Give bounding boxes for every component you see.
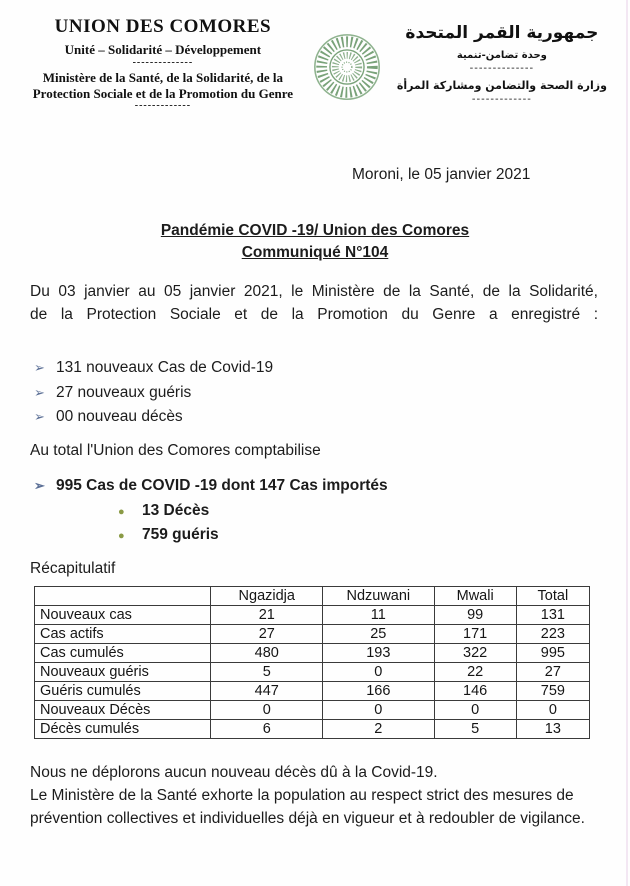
cell-value: 322 bbox=[434, 643, 516, 662]
totals-sub-list bbox=[0, 499, 630, 548]
document-title-line2: Communiqué N°104 bbox=[241, 244, 389, 261]
total-recovered-text: 759 guéris bbox=[142, 526, 219, 543]
row-label: Cas actifs bbox=[35, 624, 211, 643]
letterhead bbox=[0, 0, 630, 111]
cell-value: 166 bbox=[323, 681, 435, 700]
intro-paragraph: Du 03 janvier au 05 janvier 2021, le Ministère de la Santé, de la Solidarité, de la Protection Sociale et de la Promotion du Genre a enregistré : bbox=[30, 283, 598, 323]
cell-value: 99 bbox=[434, 605, 516, 624]
row-label: Nouveaux cas bbox=[35, 605, 211, 624]
cell-value: 193 bbox=[323, 643, 435, 662]
dot-bullet-icon: ● bbox=[118, 505, 125, 518]
no-new-deaths-line: Nous ne déplorons aucun nouveau décès dû à la Covid-19. bbox=[30, 763, 438, 781]
divider-dashes: ------------- bbox=[134, 100, 192, 111]
national-seal-icon bbox=[308, 30, 388, 113]
table-row bbox=[35, 700, 590, 719]
cell-value: 25 bbox=[323, 624, 435, 643]
letterhead-arabic bbox=[388, 20, 616, 104]
row-label: Décès cumulés bbox=[35, 719, 211, 738]
total-cases-text: 995 Cas de COVID -19 dont 147 Cas importés bbox=[56, 476, 388, 494]
total-intro-text: Au total l'Union des Comores comptabilise bbox=[30, 441, 321, 459]
cell-value: 5 bbox=[211, 662, 323, 681]
cell-value: 6 bbox=[211, 719, 323, 738]
arrow-bullet-icon: ➢ bbox=[34, 360, 45, 375]
row-label: Cas cumulés bbox=[35, 643, 211, 662]
cell-value: 0 bbox=[516, 700, 589, 719]
cell-value: 0 bbox=[211, 700, 323, 719]
new-recovered-text: 27 nouveaux guéris bbox=[56, 383, 192, 401]
col-header-total: Total bbox=[516, 586, 589, 605]
cell-value: 21 bbox=[211, 605, 323, 624]
cell-value: 995 bbox=[516, 643, 589, 662]
list-item bbox=[34, 405, 630, 430]
cell-value: 171 bbox=[434, 624, 516, 643]
table-row bbox=[35, 605, 590, 624]
col-header-empty bbox=[35, 586, 211, 605]
list-item bbox=[34, 356, 630, 381]
cell-value: 759 bbox=[516, 681, 589, 700]
recap-table bbox=[34, 586, 590, 739]
table-row bbox=[35, 624, 590, 643]
arrow-bullet-icon: ➢ bbox=[34, 409, 45, 424]
total-cases-line bbox=[34, 474, 630, 498]
ministry-ar: وزارة الصحة والتضامن ومشاركة المرأة bbox=[396, 79, 607, 92]
table-row bbox=[35, 643, 590, 662]
cell-value: 27 bbox=[516, 662, 589, 681]
cell-value: 480 bbox=[211, 643, 323, 662]
col-header-mwali: Mwali bbox=[434, 586, 516, 605]
list-item bbox=[34, 381, 630, 406]
recap-label: Récapitulatif bbox=[30, 559, 116, 577]
table-row bbox=[35, 681, 590, 700]
table-row bbox=[35, 719, 590, 738]
cell-value: 27 bbox=[211, 624, 323, 643]
ministry-fr-line2: Protection Sociale et de la Promotion du Genre bbox=[32, 85, 294, 101]
table-row bbox=[35, 662, 590, 681]
cell-value: 146 bbox=[434, 681, 516, 700]
country-title-ar: جمهورية القمر المتحدة bbox=[405, 23, 599, 43]
cell-value: 5 bbox=[434, 719, 516, 738]
totals-section bbox=[0, 474, 630, 548]
new-stats-list bbox=[0, 356, 630, 430]
arrow-bullet-icon: ➢ bbox=[34, 384, 45, 400]
col-header-ngazidja: Ngazidja bbox=[211, 586, 323, 605]
motto-ar: وحدة تضامن-تنمية bbox=[456, 50, 547, 61]
document-title-line1: Pandémie COVID -19/ Union des Comores bbox=[160, 222, 470, 239]
cell-value: 2 bbox=[323, 719, 435, 738]
letterhead-french bbox=[18, 16, 308, 110]
cell-value: 131 bbox=[516, 605, 589, 624]
cell-value: 13 bbox=[516, 719, 589, 738]
ministry-fr-line1: Ministère de la Santé, de la Solidarité, de la bbox=[42, 70, 283, 85]
divider-dashes: -------------- bbox=[132, 57, 194, 68]
cell-value: 447 bbox=[211, 681, 323, 700]
table-header-row bbox=[35, 586, 590, 605]
cell-value: 0 bbox=[323, 662, 435, 681]
closing-paragraph bbox=[30, 761, 596, 830]
document-title bbox=[0, 220, 630, 264]
country-title-fr: UNION DES COMORES bbox=[54, 16, 272, 37]
arrow-bullet-icon: ➢ bbox=[34, 477, 45, 493]
list-item bbox=[118, 499, 630, 524]
date-line: Moroni, le 05 janvier 2021 bbox=[352, 166, 531, 183]
list-item bbox=[118, 523, 630, 548]
new-cases-text: 131 nouveaux Cas de Covid-19 bbox=[56, 359, 274, 376]
row-label: Nouveaux Décès bbox=[35, 700, 211, 719]
page-edge-line bbox=[626, 0, 628, 886]
cell-value: 0 bbox=[434, 700, 516, 719]
row-label: Guéris cumulés bbox=[35, 681, 211, 700]
dot-bullet-icon: ● bbox=[118, 530, 125, 542]
col-header-ndzuwani: Ndzuwani bbox=[323, 586, 435, 605]
row-label: Nouveaux guéris bbox=[35, 662, 211, 681]
total-deaths-text: 13 Décès bbox=[142, 501, 210, 519]
cell-value: 0 bbox=[323, 700, 435, 719]
ministry-advice-text: Le Ministère de la Santé exhorte la population au respect strict des mesures de prévention collectives et individuelles déjà en vigueur et à redoubler de vigilance. bbox=[30, 786, 585, 827]
motto-fr: Unité – Solidarité – Développement bbox=[64, 42, 262, 57]
cell-value: 22 bbox=[434, 662, 516, 681]
cell-value: 223 bbox=[516, 624, 589, 643]
cell-value: 11 bbox=[323, 605, 435, 624]
divider-dashes: -------------- bbox=[469, 63, 535, 74]
divider-dashes: ------------- bbox=[471, 94, 532, 105]
new-deaths-text: 00 nouveau décès bbox=[56, 408, 183, 425]
